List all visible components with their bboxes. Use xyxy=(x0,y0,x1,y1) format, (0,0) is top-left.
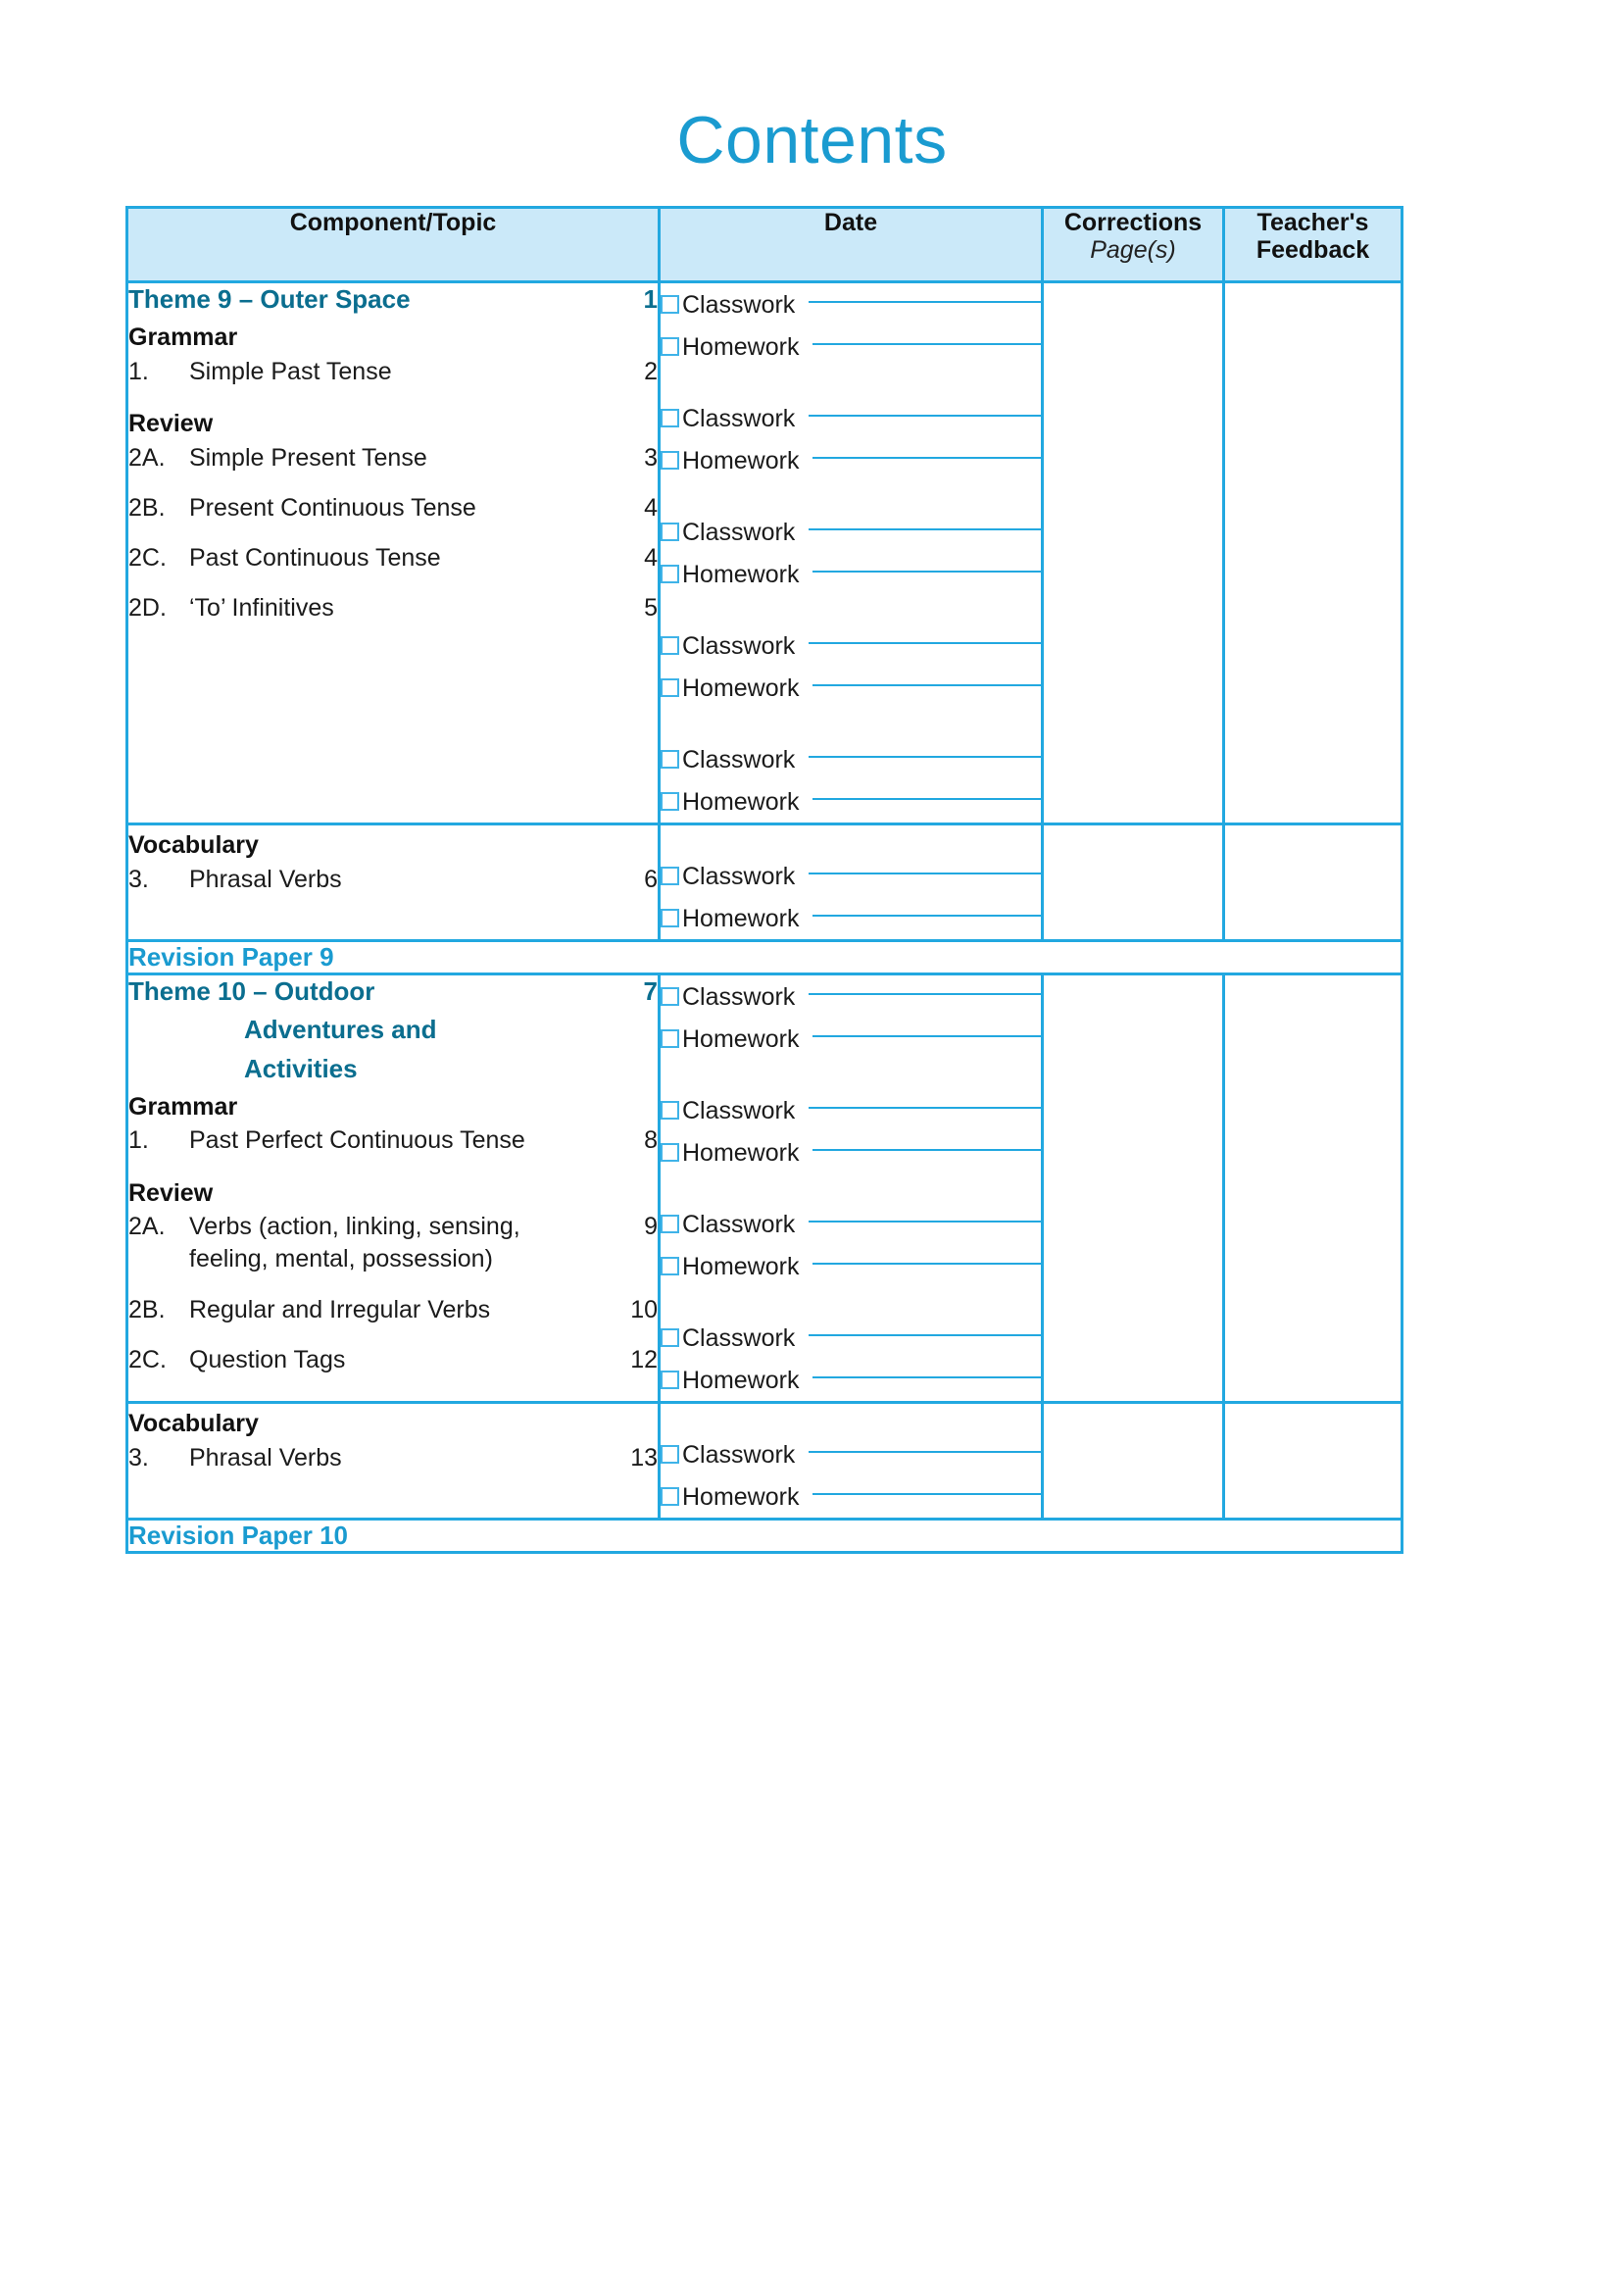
group-heading: Vocabulary xyxy=(128,831,259,859)
topic-entry xyxy=(128,356,658,388)
teacher-feedback-cell[interactable] xyxy=(1224,1403,1403,1520)
revision-paper-label: Revision Paper 10 xyxy=(128,1521,348,1550)
date-cell xyxy=(660,824,1043,941)
classwork-label: Classwork xyxy=(682,290,796,319)
homework-row xyxy=(661,1359,1041,1401)
classwork-checkbox[interactable] xyxy=(661,867,679,885)
entry-number: 2A. xyxy=(128,443,166,472)
classwork-label: Classwork xyxy=(682,745,796,773)
entry-label: Phrasal Verbs xyxy=(189,865,342,893)
classwork-row xyxy=(661,855,1041,897)
date-row-gap xyxy=(661,825,1041,855)
header-teachers-feedback: Teacher's Feedback xyxy=(1224,208,1403,282)
theme-page-number: 7 xyxy=(643,976,658,1006)
homework-label: Homework xyxy=(682,674,800,702)
topic-entry xyxy=(128,492,658,524)
date-row-gap xyxy=(661,1287,1041,1317)
teacher-feedback-cell[interactable] xyxy=(1224,824,1403,941)
classwork-label: Classwork xyxy=(682,1440,796,1469)
theme-heading-continuation: Activities xyxy=(244,1053,358,1083)
classwork-date-field[interactable] xyxy=(809,1107,1041,1109)
entry-label: Phrasal Verbs xyxy=(189,1443,342,1472)
classwork-date-field[interactable] xyxy=(809,528,1041,530)
homework-date-field[interactable] xyxy=(812,915,1041,917)
classwork-label: Classwork xyxy=(682,862,796,890)
classwork-checkbox[interactable] xyxy=(661,409,679,427)
topic-entry xyxy=(128,1294,658,1326)
homework-date-field[interactable] xyxy=(812,571,1041,573)
homework-checkbox[interactable] xyxy=(661,678,679,697)
homework-label: Homework xyxy=(682,1366,800,1394)
topic-entry xyxy=(128,442,658,474)
entry-number: 2A. xyxy=(128,1213,166,1241)
homework-label: Homework xyxy=(682,904,800,932)
classwork-date-field[interactable] xyxy=(809,301,1041,303)
classwork-row xyxy=(661,1317,1041,1359)
homework-date-field[interactable] xyxy=(812,1035,1041,1037)
entry-spacer xyxy=(128,474,658,490)
date-row-gap xyxy=(661,1060,1041,1089)
date-row-gap xyxy=(661,709,1041,738)
group-spacer xyxy=(128,1158,658,1173)
topic-entry xyxy=(128,1442,658,1474)
homework-row xyxy=(661,325,1041,368)
date-row-gap xyxy=(661,1173,1041,1203)
classwork-checkbox[interactable] xyxy=(661,750,679,769)
topic-cell xyxy=(127,1403,660,1520)
classwork-checkbox[interactable] xyxy=(661,1328,679,1347)
classwork-label: Classwork xyxy=(682,1096,796,1124)
classwork-date-field[interactable] xyxy=(809,415,1041,417)
homework-date-field[interactable] xyxy=(812,1263,1041,1265)
header-date: Date xyxy=(660,208,1043,282)
homework-row xyxy=(661,1475,1041,1518)
group-heading: Vocabulary xyxy=(128,1410,259,1437)
header-corrections-label: Corrections xyxy=(1063,209,1203,236)
theme-heading xyxy=(128,283,658,316)
theme-heading-continuation: Adventures and xyxy=(244,1015,437,1045)
date-row-gap xyxy=(661,481,1041,511)
date-row-gap xyxy=(661,368,1041,397)
homework-row xyxy=(661,1018,1041,1060)
classwork-date-field[interactable] xyxy=(809,642,1041,644)
revision-paper-cell xyxy=(127,941,1403,974)
homework-date-field[interactable] xyxy=(812,457,1041,459)
homework-checkbox[interactable] xyxy=(661,792,679,811)
revision-paper-row xyxy=(127,941,1403,974)
vocabulary-row xyxy=(127,824,1403,941)
classwork-checkbox[interactable] xyxy=(661,1445,679,1464)
entry-page-number: 2 xyxy=(644,357,658,385)
date-row-gap xyxy=(661,595,1041,624)
entry-label: ‘To’ Infinitives xyxy=(189,594,334,623)
homework-checkbox[interactable] xyxy=(661,1487,679,1506)
date-cell xyxy=(660,1403,1043,1520)
classwork-checkbox[interactable] xyxy=(661,295,679,314)
classwork-date-field[interactable] xyxy=(809,756,1041,758)
classwork-row xyxy=(661,283,1041,325)
entry-number: 2C. xyxy=(128,544,167,573)
homework-row xyxy=(661,1131,1041,1173)
homework-label: Homework xyxy=(682,787,800,816)
page-title: Contents xyxy=(676,103,948,177)
classwork-row xyxy=(661,1433,1041,1475)
classwork-label: Classwork xyxy=(682,518,796,546)
homework-date-field[interactable] xyxy=(812,1376,1041,1378)
homework-date-field[interactable] xyxy=(812,343,1041,345)
classwork-label: Classwork xyxy=(682,404,796,432)
header-component-topic: Component/Topic xyxy=(127,208,660,282)
entry-number: 1. xyxy=(128,357,149,385)
topic-cell xyxy=(127,282,660,824)
entry-page-number: 12 xyxy=(630,1345,658,1373)
date-cell xyxy=(660,974,1043,1403)
classwork-label: Classwork xyxy=(682,982,796,1011)
entry-page-number: 3 xyxy=(644,443,658,472)
classwork-checkbox[interactable] xyxy=(661,1215,679,1233)
topic-entry xyxy=(128,1344,658,1376)
classwork-checkbox[interactable] xyxy=(661,636,679,655)
teacher-feedback-cell[interactable] xyxy=(1224,974,1403,1403)
corrections-cell[interactable] xyxy=(1043,1403,1224,1520)
classwork-row xyxy=(661,624,1041,667)
entry-page-number: 13 xyxy=(630,1443,658,1472)
homework-label: Homework xyxy=(682,1252,800,1280)
topic-entry xyxy=(128,542,658,574)
homework-row xyxy=(661,897,1041,939)
entry-number: 2B. xyxy=(128,493,166,522)
entry-number: 2B. xyxy=(128,1295,166,1323)
classwork-checkbox[interactable] xyxy=(661,1101,679,1120)
corrections-cell[interactable] xyxy=(1043,282,1224,824)
entry-number: 2D. xyxy=(128,594,167,623)
homework-checkbox[interactable] xyxy=(661,1257,679,1275)
contents-body xyxy=(127,282,1403,1553)
entry-spacer xyxy=(128,524,658,540)
topic-entry xyxy=(128,1124,658,1157)
homework-checkbox[interactable] xyxy=(661,1143,679,1162)
group-spacer xyxy=(128,388,658,404)
entry-spacer xyxy=(128,574,658,590)
theme-heading-label: Theme 10 – Outdoor xyxy=(128,976,375,1006)
entry-page-number: 8 xyxy=(644,1126,658,1155)
homework-checkbox[interactable] xyxy=(661,565,679,583)
topic-entry xyxy=(128,1211,658,1276)
homework-checkbox[interactable] xyxy=(661,337,679,356)
entry-label: Present Continuous Tense xyxy=(189,493,476,522)
homework-date-field[interactable] xyxy=(812,798,1041,800)
theme-row xyxy=(127,282,1403,824)
entry-page-number: 9 xyxy=(644,1213,658,1241)
homework-date-field[interactable] xyxy=(812,1493,1041,1495)
homework-row xyxy=(661,553,1041,595)
classwork-label: Classwork xyxy=(682,1323,796,1352)
homework-checkbox[interactable] xyxy=(661,909,679,927)
classwork-row xyxy=(661,511,1041,553)
entry-number: 3. xyxy=(128,1443,149,1472)
classwork-date-field[interactable] xyxy=(809,993,1041,995)
entry-page-number: 6 xyxy=(644,865,658,893)
homework-label: Homework xyxy=(682,1482,800,1511)
homework-date-field[interactable] xyxy=(812,1149,1041,1151)
corrections-cell[interactable] xyxy=(1043,974,1224,1403)
group-heading: Review xyxy=(128,1178,214,1207)
contents-table xyxy=(125,206,1403,1554)
classwork-checkbox[interactable] xyxy=(661,987,679,1006)
classwork-checkbox[interactable] xyxy=(661,523,679,541)
homework-label: Homework xyxy=(682,446,800,474)
group-heading: Grammar xyxy=(128,324,238,352)
homework-checkbox[interactable] xyxy=(661,451,679,470)
header-corrections xyxy=(1043,208,1224,282)
topic-entry xyxy=(128,592,658,624)
group-heading: Grammar xyxy=(128,1092,238,1121)
homework-label: Homework xyxy=(682,560,800,588)
homework-row xyxy=(661,780,1041,823)
entry-label: Past Continuous Tense xyxy=(189,544,441,573)
group-heading: Review xyxy=(128,410,214,438)
theme-page-number: 1 xyxy=(643,284,658,314)
theme-heading xyxy=(128,975,658,1008)
corrections-cell[interactable] xyxy=(1043,824,1224,941)
classwork-row xyxy=(661,738,1041,780)
entry-spacer xyxy=(128,1276,658,1292)
classwork-row xyxy=(661,397,1041,439)
classwork-row xyxy=(661,1089,1041,1131)
entry-number: 2C. xyxy=(128,1345,167,1373)
entry-label: Verbs (action, linking, sensing, feeling, mental, possession) xyxy=(189,1213,520,1273)
topic-entry xyxy=(128,864,658,896)
revision-paper-row xyxy=(127,1520,1403,1553)
classwork-label: Classwork xyxy=(682,1210,796,1238)
homework-checkbox[interactable] xyxy=(661,1371,679,1389)
entry-page-number: 10 xyxy=(630,1295,658,1323)
entry-label: Question Tags xyxy=(189,1345,346,1373)
classwork-date-field[interactable] xyxy=(809,1451,1041,1453)
vocabulary-row xyxy=(127,1403,1403,1520)
entry-spacer xyxy=(128,1326,658,1342)
table-header-row xyxy=(127,208,1403,282)
teacher-feedback-cell[interactable] xyxy=(1224,282,1403,824)
entry-label: Simple Past Tense xyxy=(189,357,392,385)
entry-label: Regular and Irregular Verbs xyxy=(189,1295,491,1323)
entry-page-number: 5 xyxy=(644,594,658,623)
entry-page-number: 4 xyxy=(644,493,658,522)
classwork-date-field[interactable] xyxy=(809,873,1041,874)
homework-date-field[interactable] xyxy=(812,684,1041,686)
classwork-row xyxy=(661,1203,1041,1245)
revision-paper-cell xyxy=(127,1520,1403,1553)
homework-row xyxy=(661,667,1041,709)
theme-heading-label: Theme 9 – Outer Space xyxy=(128,284,411,314)
header-corrections-sublabel: Page(s) xyxy=(1090,236,1176,264)
topic-cell xyxy=(127,974,660,1403)
classwork-date-field[interactable] xyxy=(809,1334,1041,1336)
homework-label: Homework xyxy=(682,332,800,361)
homework-row xyxy=(661,1245,1041,1287)
date-cell xyxy=(660,282,1043,824)
entry-label: Simple Present Tense xyxy=(189,443,427,472)
entry-page-number: 4 xyxy=(644,544,658,573)
topic-cell xyxy=(127,824,660,941)
homework-checkbox[interactable] xyxy=(661,1029,679,1048)
date-row-gap xyxy=(661,1404,1041,1433)
classwork-date-field[interactable] xyxy=(809,1221,1041,1222)
classwork-row xyxy=(661,975,1041,1018)
theme-row xyxy=(127,974,1403,1403)
homework-row xyxy=(661,439,1041,481)
revision-paper-label: Revision Paper 9 xyxy=(128,942,334,972)
entry-number: 3. xyxy=(128,865,149,893)
classwork-label: Classwork xyxy=(682,631,796,660)
entry-label: Past Perfect Continuous Tense xyxy=(189,1126,525,1155)
entry-number: 1. xyxy=(128,1126,149,1155)
homework-label: Homework xyxy=(682,1024,800,1053)
homework-label: Homework xyxy=(682,1138,800,1167)
